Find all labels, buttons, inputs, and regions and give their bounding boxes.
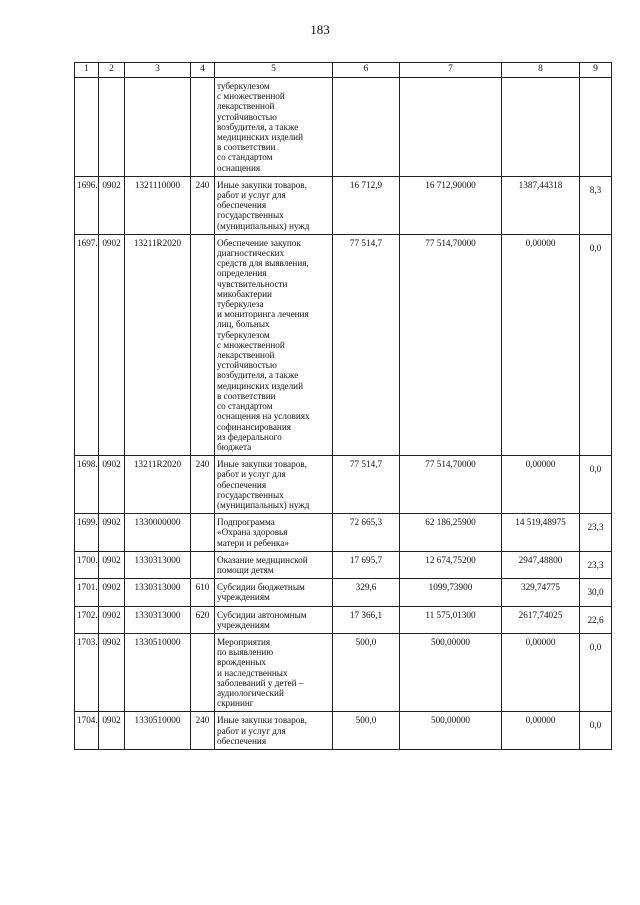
percent-value: 0,0 <box>589 464 602 475</box>
percent-value: 22,6 <box>587 614 604 625</box>
refined-amount: 12 674,75200 <box>400 551 502 578</box>
execution-percent <box>580 234 612 455</box>
item-name: Субсидии автономным учреждениям <box>215 606 333 633</box>
table-row <box>75 551 612 578</box>
refined-amount <box>400 78 502 177</box>
item-name: Обеспечение закупок диагностических средств для выявления, определения чувствительности микобактерии туберкулеза и мониторинга лечения лиц, больных туберкулезом с множественной лекарственной устойчивостью возбудителя, а также медицинских изделий в соответствии со стандартом оснащения на условиях софинансирования из федерального бюджета <box>215 234 333 455</box>
executed-amount: 0,00000 <box>502 633 580 711</box>
percent-value: 30,0 <box>587 587 604 598</box>
column-header: 7 <box>400 63 502 78</box>
column-header: 8 <box>502 63 580 78</box>
execution-percent <box>580 456 612 514</box>
table-row <box>75 456 612 514</box>
executed-amount: 0,00000 <box>502 234 580 455</box>
row-number: 1700. <box>75 551 99 578</box>
planned-amount: 77 514,7 <box>333 234 400 455</box>
execution-percent <box>580 176 612 234</box>
refined-amount: 77 514,70000 <box>400 234 502 455</box>
execution-percent <box>580 633 612 711</box>
column-header: 2 <box>99 63 125 78</box>
executed-amount: 0,00000 <box>502 456 580 514</box>
section-code <box>99 78 125 177</box>
planned-amount: 16 712,9 <box>333 176 400 234</box>
planned-amount: 329,6 <box>333 579 400 606</box>
percent-value: 0,0 <box>589 242 602 253</box>
refined-amount: 1099,73900 <box>400 579 502 606</box>
expense-type-code <box>191 551 215 578</box>
item-name: Мероприятия по выявлению врожденных и наследственных заболеваний у детей – аудиологический скрининг <box>215 633 333 711</box>
target-article-code: 13211R2020 <box>125 456 191 514</box>
budget-table <box>74 62 612 750</box>
expense-type-code <box>191 78 215 177</box>
row-number: 1703. <box>75 633 99 711</box>
planned-amount: 72 665,3 <box>333 514 400 552</box>
percent-value: 0,0 <box>589 641 602 652</box>
expense-type-code: 240 <box>191 712 215 750</box>
expense-type-code: 240 <box>191 176 215 234</box>
executed-amount: 0,00000 <box>502 712 580 750</box>
table-row <box>75 633 612 711</box>
row-number: 1704. <box>75 712 99 750</box>
planned-amount: 77 514,7 <box>333 456 400 514</box>
execution-percent <box>580 78 612 177</box>
item-name: Иные закупки товаров, работ и услуг для обеспечения <box>215 712 333 750</box>
refined-amount: 500,00000 <box>400 633 502 711</box>
executed-amount: 329,74775 <box>502 579 580 606</box>
section-code: 0902 <box>99 456 125 514</box>
row-number: 1701. <box>75 579 99 606</box>
planned-amount: 17 366,1 <box>333 606 400 633</box>
target-article-code: 1321110000 <box>125 176 191 234</box>
table-row <box>75 176 612 234</box>
table-row <box>75 579 612 606</box>
table-row <box>75 606 612 633</box>
section-code: 0902 <box>99 579 125 606</box>
header-row <box>75 63 612 78</box>
planned-amount <box>333 78 400 177</box>
target-article-code: 1330510000 <box>125 633 191 711</box>
expense-type-code <box>191 234 215 455</box>
execution-percent <box>580 514 612 552</box>
refined-amount: 500,00000 <box>400 712 502 750</box>
column-header: 5 <box>215 63 333 78</box>
percent-value: 23,3 <box>587 559 604 570</box>
refined-amount: 62 186,25900 <box>400 514 502 552</box>
section-code: 0902 <box>99 551 125 578</box>
target-article-code: 1330313000 <box>125 579 191 606</box>
target-article-code: 1330000000 <box>125 514 191 552</box>
planned-amount: 17 695,7 <box>333 551 400 578</box>
column-header: 1 <box>75 63 99 78</box>
target-article-code: 1330313000 <box>125 551 191 578</box>
row-number: 1698. <box>75 456 99 514</box>
item-name: Иные закупки товаров, работ и услуг для обеспечения государственных (муниципальных) нужд <box>215 176 333 234</box>
executed-amount: 2617,74025 <box>502 606 580 633</box>
planned-amount: 500,0 <box>333 633 400 711</box>
page-number: 183 <box>310 22 330 37</box>
refined-amount: 16 712,90000 <box>400 176 502 234</box>
percent-value: 8,3 <box>589 184 602 195</box>
section-code: 0902 <box>99 514 125 552</box>
execution-percent <box>580 579 612 606</box>
expense-type-code <box>191 514 215 552</box>
executed-amount <box>502 78 580 177</box>
item-name: Подпрограмма «Охрана здоровья матери и ребенка» <box>215 514 333 552</box>
section-code: 0902 <box>99 712 125 750</box>
column-header: 6 <box>333 63 400 78</box>
item-name: Оказание медицинской помощи детям <box>215 551 333 578</box>
section-code: 0902 <box>99 176 125 234</box>
section-code: 0902 <box>99 234 125 455</box>
target-article-code: 1330510000 <box>125 712 191 750</box>
section-code: 0902 <box>99 606 125 633</box>
row-number: 1702. <box>75 606 99 633</box>
refined-amount: 11 575,01300 <box>400 606 502 633</box>
item-name: туберкулезом с множественной лекарственной устойчивостью возбудителя, а также медицинских изделий в соответствии со стандартом оснащения <box>215 78 333 177</box>
execution-percent <box>580 606 612 633</box>
table-row <box>75 234 612 455</box>
execution-percent <box>580 551 612 578</box>
table-row <box>75 514 612 552</box>
planned-amount: 500,0 <box>333 712 400 750</box>
expense-type-code: 620 <box>191 606 215 633</box>
target-article-code <box>125 78 191 177</box>
target-article-code: 13211R2020 <box>125 234 191 455</box>
percent-value: 23,3 <box>587 522 604 533</box>
row-number: 1697. <box>75 234 99 455</box>
expense-type-code: 240 <box>191 456 215 514</box>
row-number: 1696. <box>75 176 99 234</box>
executed-amount: 14 519,48975 <box>502 514 580 552</box>
item-name: Иные закупки товаров, работ и услуг для обеспечения государственных (муниципальных) нужд <box>215 456 333 514</box>
section-code: 0902 <box>99 633 125 711</box>
target-article-code: 1330313000 <box>125 606 191 633</box>
executed-amount: 2947,48800 <box>502 551 580 578</box>
column-header: 4 <box>191 63 215 78</box>
table-row <box>75 712 612 750</box>
item-name: Субсидии бюджетным учреждениям <box>215 579 333 606</box>
refined-amount: 77 514,70000 <box>400 456 502 514</box>
expense-type-code <box>191 633 215 711</box>
row-number <box>75 78 99 177</box>
row-number: 1699. <box>75 514 99 552</box>
percent-value: 0,0 <box>589 720 602 731</box>
expense-type-code: 610 <box>191 579 215 606</box>
table-row <box>75 78 612 177</box>
executed-amount: 1387,44318 <box>502 176 580 234</box>
column-header: 9 <box>580 63 612 78</box>
execution-percent <box>580 712 612 750</box>
column-header: 3 <box>125 63 191 78</box>
